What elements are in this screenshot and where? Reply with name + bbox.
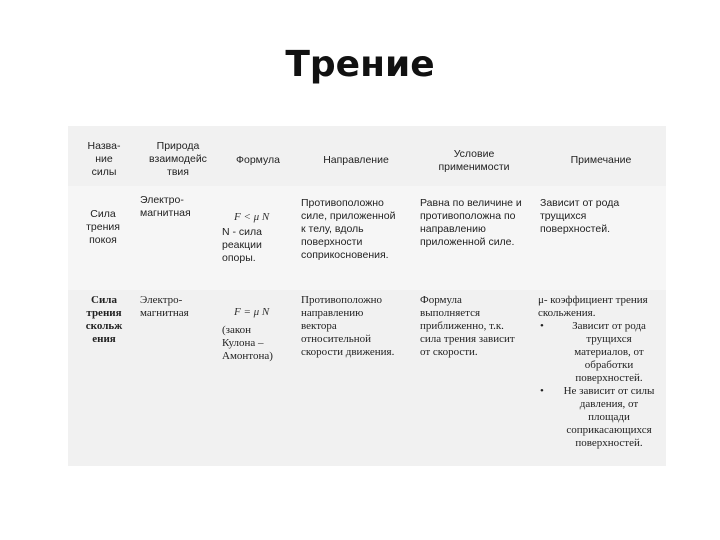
page-title: Трение	[285, 44, 435, 85]
header-direction: Направление	[323, 154, 389, 166]
row2-name: Сила трения скольж ения	[85, 294, 123, 345]
header-note: Примечание	[570, 154, 632, 166]
row1-condition: Равна по величине и противоположна по направлению приложенной силе.	[420, 197, 522, 248]
header-formula: Формула	[236, 154, 280, 166]
row2-note	[538, 294, 666, 450]
row2-note-bullet-2: • Не зависит от силы давления, от площади соприкасающихся поверхностей.	[538, 385, 666, 450]
header-name: Назва- ние силы	[87, 140, 121, 178]
row1-direction: Противоположно силе, приложенной к телу, вдоль поверхности соприкосновения.	[301, 197, 396, 261]
row1-name: Сила трения покоя	[86, 208, 120, 246]
header-nature: Природа взаимодейс твия	[149, 140, 207, 178]
row2-note-list	[538, 320, 666, 450]
row2-note-intro: μ- коэффициент трения скольжения.	[538, 294, 648, 319]
row2-formula-note: (закон Кулона – Амонтона)	[222, 324, 273, 362]
header-condition: Условие применимости	[438, 148, 510, 173]
row1-nature: Электро- магнитная	[140, 194, 191, 219]
row2-nature: Электро- магнитная	[140, 294, 189, 319]
row1-formula-note: N - сила реакции опоры.	[222, 226, 262, 264]
row1-formula: F < μ N	[234, 211, 270, 223]
row2-formula: F = μ N	[234, 306, 270, 318]
row2-direction: Противоположно направлению вектора относительной скорости движения.	[301, 294, 395, 358]
row2-note-bullet-1: • Зависит от рода трущихся материалов, от обработки поверхностей.	[538, 320, 666, 385]
row1-note: Зависит от рода трущихся поверхностей.	[540, 197, 620, 235]
row2-condition: Формула выполняется приближенно, т.к. сила трения зависит от скорости.	[420, 294, 515, 358]
friction-table	[68, 126, 666, 466]
